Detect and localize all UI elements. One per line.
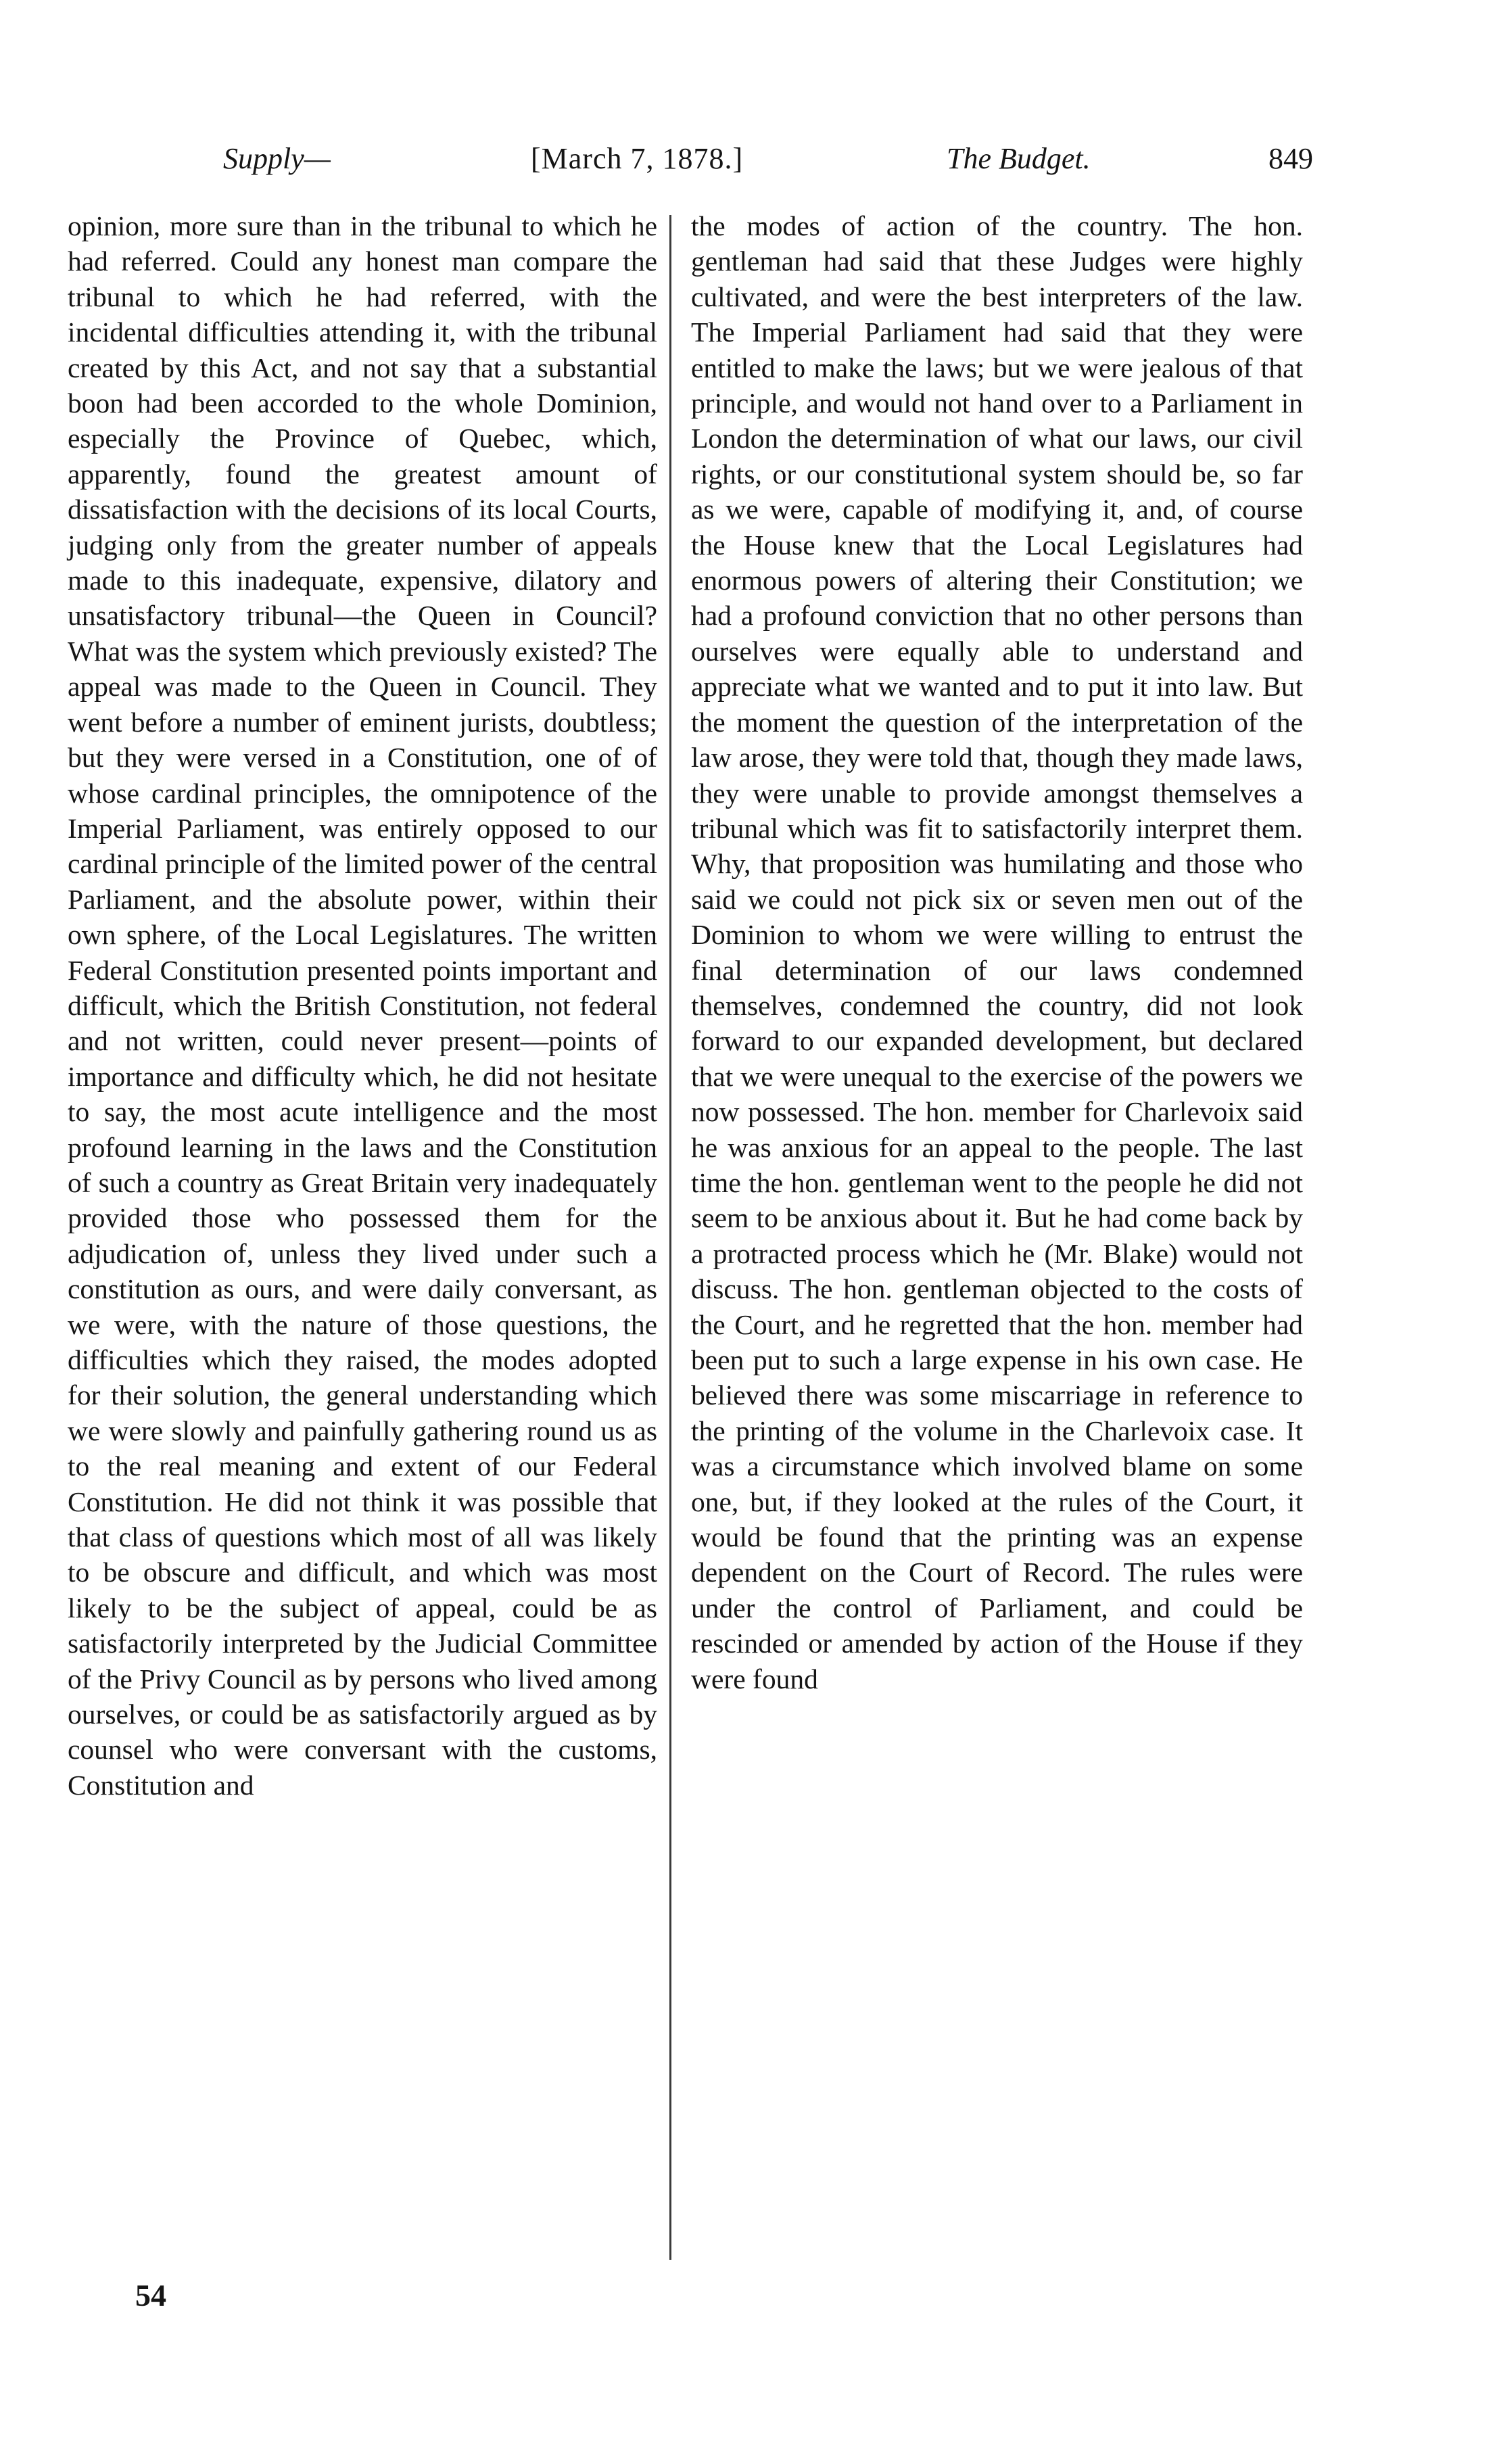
column-divider: [669, 215, 671, 2260]
left-column-text: opinion, more sure than in the tribunal to which he had referred. Could any honest man compare the tribunal to which he had referred, with the incidental difficulties attending it, with the tribunal created by this Act, and not say that a substantial boon had been accorded to the whole Dominion, especially the Province of Quebec, which, apparently, found the greatest amount of dissatisfaction with the decisions of its local Courts, judging only from the greater number of appeals made to this inadequate, expensive, dilatory and unsatisfactory tribunal—the Queen in Council? What was the system which previously existed? The appeal was made to the Queen in Council. They went before a number of eminent jurists, doubtless; but they were versed in a Constitution, one of of whose cardinal principles, the omnipotence of the Imperial Parliament, was entirely opposed to our cardinal principle of the limited power of the central Parliament, and the absolute power, within their own sphere, of the Local Legislatures. The written Federal Constitution presented points important and difficult, which the British Constitution, not federal and not written, could never present—points of importance and difficulty which, he did not hesitate to say, the most acute intelligence and the most profound learning in the laws and the Constitution of such a country as Great Britain very inadequately provided those who possessed them for the adjudication of, unless they lived under such a constitution as ours, and were daily conversant, as we were, with the nature of those questions, the difficulties which they raised, the modes adopted for their solution, the general understanding which we were slowly and painfully gathering round us as to the real meaning and extent of our Federal Constitution. He did not think it was possible that that class of questions which most of all was likely to be obscure and difficult, and which was most likely to be the subject of appeal, could be as satisfactorily interpreted by the Judicial Committee of the Privy Council as by persons who lived among ourselves, or could be as satisfactorily argued as by counsel who were conversant with the customs, Constitution and: [68, 210, 657, 1801]
right-column: [691, 208, 1303, 1697]
header-section-title: Supply—: [223, 142, 331, 175]
header-date: [March 7, 1878.]: [531, 142, 744, 175]
page-number: 849: [1268, 142, 1313, 175]
signature-mark: 54: [135, 2278, 166, 2313]
running-header: [223, 135, 1313, 183]
left-column: [68, 208, 657, 1803]
header-topic: The Budget.: [947, 142, 1091, 175]
right-column-text: the modes of action of the country. The hon. gentleman had said that these Judges were highly cultivated, and were the best interpreters of the law. The Imperial Parliament had said that they were entitled to make the laws; but we were jealous of that principle, and would not hand over to a Parliament in London the determination of what our laws, our civil rights, or our constitutional system should be, so far as we were, capable of modifying it, and, of course the House knew that the Local Legislatures had enormous powers of altering their Constitution; we had a profound conviction that no other persons than ourselves were equally able to understand and appreciate what we wanted and to put it into law. But the moment the question of the interpretation of the law arose, they were told that, though they made laws, they were unable to provide amongst themselves a tribunal which was fit to satisfactorily interpret them. Why, that proposition was humilating and those who said we could not pick six or seven men out of the Dominion to whom we were willing to entrust the final determination of our laws condemned themselves, condemned the country, did not look forward to our expanded development, but declared that we were unequal to the exercise of the powers we now possessed. The hon. member for Charlevoix said he was anxious for an appeal to the people. The last time the hon. gentleman went to the people he did not seem to be anxious about it. But he had come back by a protracted process which he (Mr. Blake) would not discuss. The hon. gentleman objected to the costs of the Court, and he regretted that the hon. member had been put to such a large expense in his own case. He believed there was some miscarriage in reference to the printing of the volume in the Charlevoix case. It was a circumstance which involved blame on some one, but, if they looked at the rules of the Court, it would be found that the printing was an expense dependent on the Court of Record. The rules were under the control of Parliament, and could be rescinded or amended by action of the House if they were found: [691, 210, 1303, 1695]
